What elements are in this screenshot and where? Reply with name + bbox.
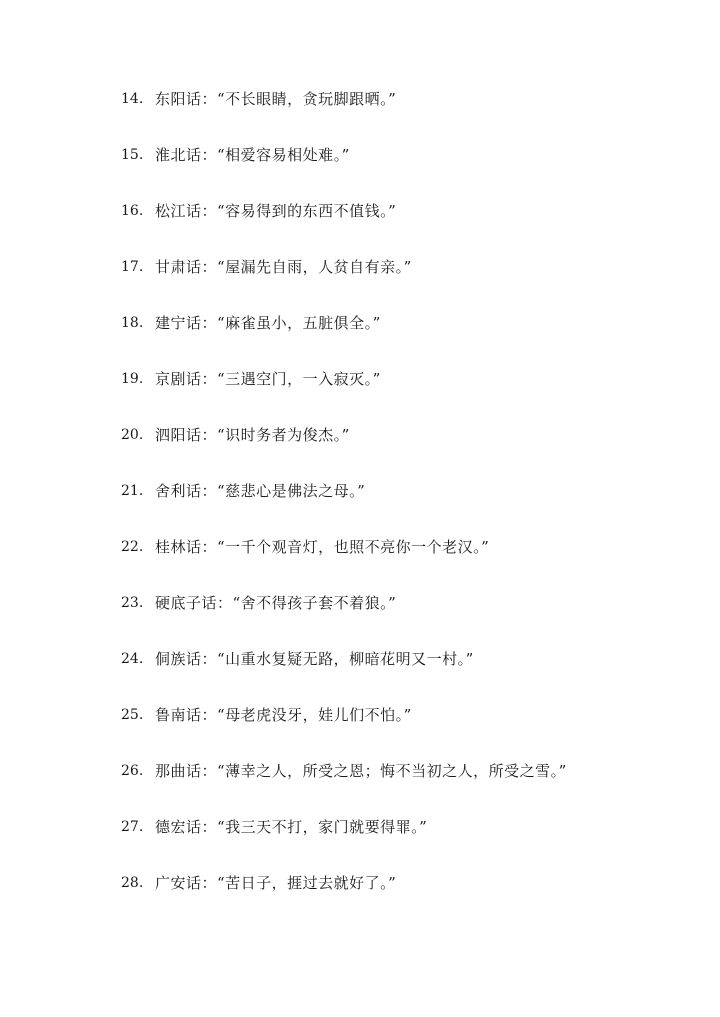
list-item xyxy=(121,308,701,364)
item-text: 建宁话：“麻雀虽小，五脏俱全。” xyxy=(155,314,381,332)
item-text: 东阳话：“不长眼睛，贪玩脚跟晒。” xyxy=(155,90,397,108)
item-number: 21. xyxy=(121,483,144,499)
list-item xyxy=(121,532,701,588)
item-number: 17. xyxy=(121,259,144,275)
item-text: 广安话：“苦日子，捱过去就好了。” xyxy=(155,874,397,892)
list-item xyxy=(121,644,701,700)
item-number: 15. xyxy=(121,147,144,163)
list-item xyxy=(121,756,701,812)
item-number: 26. xyxy=(121,763,144,779)
item-number: 14. xyxy=(121,91,144,107)
item-number: 24. xyxy=(121,651,144,667)
item-number: 19. xyxy=(121,371,144,387)
list-item xyxy=(121,196,701,252)
item-text: 甘肃话：“屋漏先自雨，人贫自有亲。” xyxy=(155,258,412,276)
item-number: 27. xyxy=(121,819,144,835)
item-text: 硬底子话：“舍不得孩子套不着狼。” xyxy=(155,594,397,612)
list-item xyxy=(121,252,701,308)
item-text: 淮北话：“相爱容易相处难。” xyxy=(155,146,350,164)
item-text: 德宏话：“我三天不打，家门就要得罪。” xyxy=(155,818,428,836)
item-number: 23. xyxy=(121,595,144,611)
item-number: 20. xyxy=(121,427,144,443)
item-text: 鲁南话：“母老虎没牙，娃儿们不怕。” xyxy=(155,706,412,724)
item-text: 泗阳话：“识时务者为俊杰。” xyxy=(155,426,350,444)
list-item xyxy=(121,476,701,532)
item-number: 16. xyxy=(121,203,144,219)
list-item xyxy=(121,700,701,756)
item-number: 18. xyxy=(121,315,144,331)
item-number: 22. xyxy=(121,539,144,555)
item-number: 28. xyxy=(121,875,144,891)
item-text: 松江话：“容易得到的东西不值钱。” xyxy=(155,202,397,220)
list-item xyxy=(121,868,701,924)
list-item xyxy=(121,140,701,196)
list-item xyxy=(121,364,701,420)
item-text: 京剧话：“三遇空门，一入寂灭。” xyxy=(155,370,381,388)
item-text: 桂林话：“一千个观音灯，也照不亮你一个老汉。” xyxy=(155,538,490,556)
list-item xyxy=(121,588,701,644)
list-item xyxy=(121,812,701,868)
saying-list xyxy=(121,84,701,924)
item-text: 那曲话：“薄幸之人，所受之恩；悔不当初之人，所受之雪。” xyxy=(155,762,567,780)
list-item xyxy=(121,84,701,140)
item-text: 舍利话：“慈悲心是佛法之母。” xyxy=(155,482,366,500)
item-text: 侗族话：“山重水复疑无路，柳暗花明又一村。” xyxy=(155,650,474,668)
list-item xyxy=(121,420,701,476)
item-number: 25. xyxy=(121,707,144,723)
